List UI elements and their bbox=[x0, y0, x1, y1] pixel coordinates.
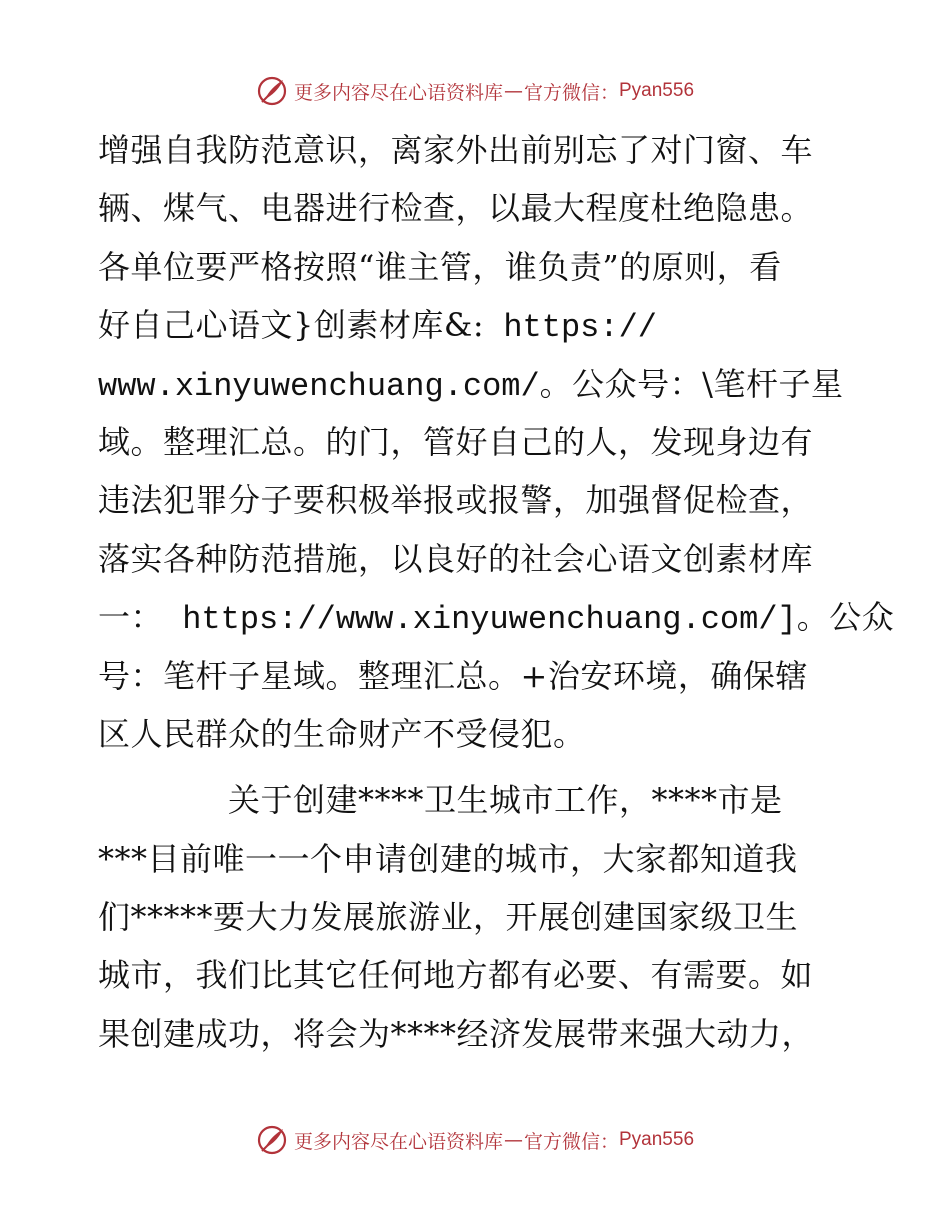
text-line: 果创建成功，将会为****经济发展带来强大动力， bbox=[98, 1014, 815, 1053]
text-line: 辆、煤气、电器进行检查，以最大程度杜绝隐患。 bbox=[98, 189, 814, 228]
text-line: 各单位要严格按照“谁主管，谁负责”的原则，看 bbox=[98, 247, 782, 286]
text-line: 增强自我防范意识，离家外出前别忘了对门窗、车 bbox=[98, 131, 814, 169]
text-line bbox=[98, 296, 858, 354]
url-text: https://www.xinyuwenchuang.com/] bbox=[163, 601, 797, 639]
banner-handle: Pyan556 bbox=[619, 80, 695, 101]
text-segment: 好自己心语文}创素材库&: bbox=[98, 306, 485, 345]
url-fragment: www.xinyuwenchuang.com/ bbox=[98, 367, 540, 405]
banner-handle: Pyan556 bbox=[619, 1129, 695, 1150]
text-line: 域。整理汇总。的门，管好自己的人，发现身边有 bbox=[98, 422, 814, 461]
paragraph-2 bbox=[98, 771, 858, 1063]
text-line: 区人民群众的生命财产不受侵犯。 bbox=[98, 714, 586, 753]
text-line bbox=[98, 355, 858, 413]
banner-text: 更多内容尽在心语资料库 bbox=[293, 81, 503, 104]
text-line: 号：笔杆子星域。整理汇总。+治安环境，确保辖 bbox=[98, 656, 808, 695]
feather-logo-icon bbox=[256, 1124, 288, 1156]
text-line: 违法犯罪分子要积极举报或报警，加强督促检查， bbox=[98, 481, 814, 520]
text-segment: 一： bbox=[98, 598, 164, 637]
text-segment: 。公众号：\笔杆子星 bbox=[539, 364, 844, 403]
text-line: 关于创建****卫生城市工作，****市是 bbox=[228, 781, 783, 820]
header-banner bbox=[0, 71, 950, 111]
banner-separator: — bbox=[503, 1129, 523, 1151]
document-body bbox=[98, 121, 895, 1063]
text-segment: 。公众 bbox=[796, 598, 895, 637]
banner-separator: — bbox=[503, 80, 523, 102]
feather-logo-icon bbox=[256, 75, 288, 107]
text-line bbox=[98, 588, 895, 646]
text-line: 们*****要大力发展旅游业，开展创建国家级卫生 bbox=[98, 898, 799, 937]
banner-wechat-label: 官方微信： bbox=[523, 1130, 619, 1153]
text-line: ***目前唯一一个申请创建的城市，大家都知道我 bbox=[98, 839, 798, 878]
text-line: 城市，我们比其它任何地方都有必要、有需要。如 bbox=[98, 956, 814, 995]
banner-text: 更多内容尽在心语资料库 bbox=[293, 1130, 503, 1153]
paragraph-gap bbox=[98, 763, 858, 771]
text-line: 落实各种防范措施，以良好的社会心语文创素材库 bbox=[98, 539, 814, 578]
url-fragment: https:// bbox=[484, 309, 657, 347]
paragraph-1 bbox=[98, 121, 895, 763]
banner-wechat-label: 官方微信： bbox=[523, 81, 619, 104]
footer-banner bbox=[0, 1120, 950, 1160]
